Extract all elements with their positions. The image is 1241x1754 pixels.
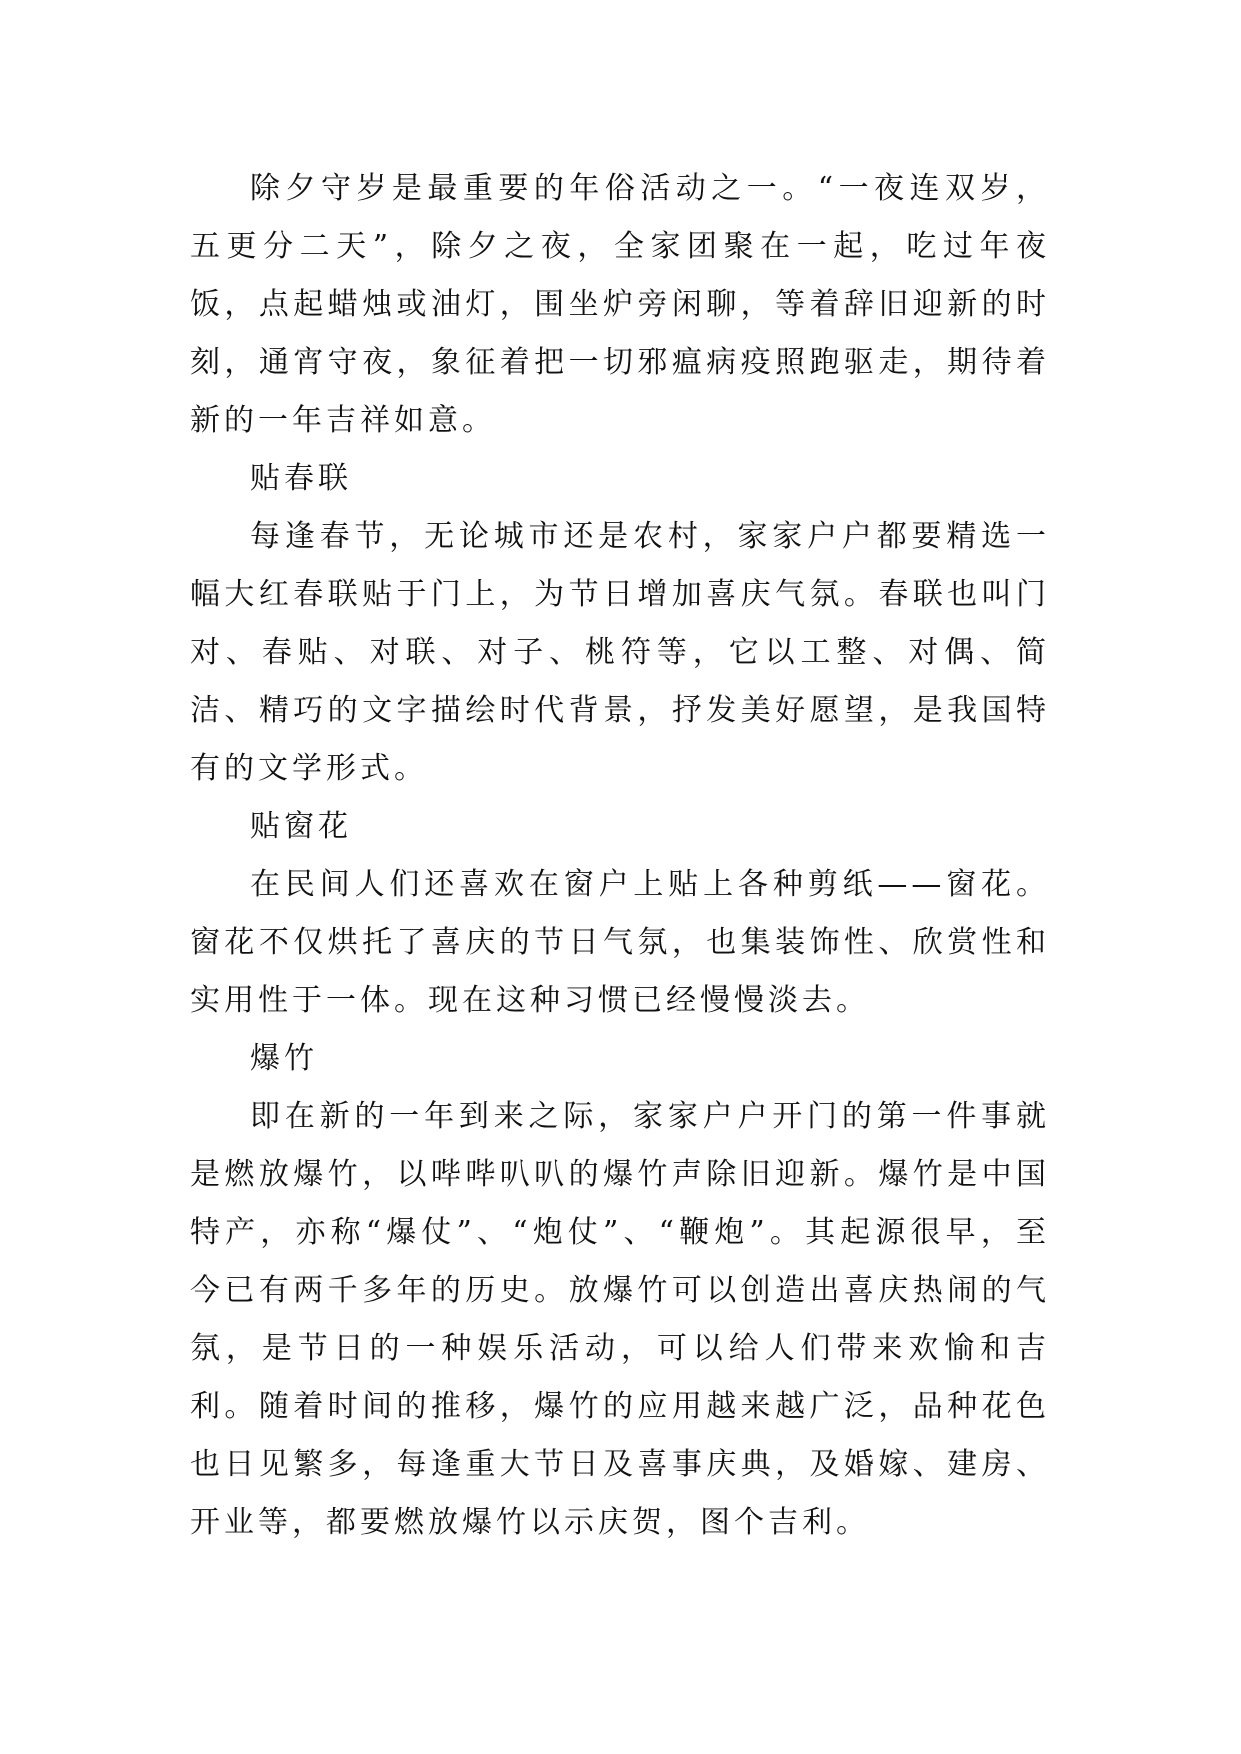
paragraph-baozhu: 即在新的一年到来之际，家家户户开门的第一件事就是燃放爆竹，以哔哔叭叭的爆竹声除旧迎新。爆竹是中国特产，亦称“爆仗”、“炮仗”、“鞭炮”。其起源很早，至今已有两千多年的历史。放爆竹可以创造出喜庆热闹的气氛，是节日的一种娱乐活动，可以给人们带来欢愉和吉利。随着时间的推移，爆竹的应用越来越广泛，品种花色也日见繁多，每逢重大节日及喜事庆典，及婚嫁、建房、开业等，都要燃放爆竹以示庆贺，图个吉利。 [190, 1099, 1050, 1540]
heading-chuanghua: 贴窗花 [250, 809, 352, 844]
paragraph-chunlian: 每逢春节，无论城市还是农村，家家户户都要精选一幅大红春联贴于门上，为节日增加喜庆气氛。春联也叫门对、春贴、对联、对子、桃符等，它以工整、对偶、简洁、精巧的文字描绘时代背景，抒发美好愿望，是我国特有的文学形式。 [190, 519, 1050, 786]
paragraph-shousui: 除夕守岁是最重要的年俗活动之一。“一夜连双岁，五更分二天”，除夕之夜，全家团聚在一起，吃过年夜饭，点起蜡烛或油灯，围坐炉旁闲聊，等着辞旧迎新的时刻，通宵守夜，象征着把一切邪瘟病疫照跑驱走，期待着新的一年吉祥如意。 [190, 171, 1050, 438]
paragraph-chuanghua: 在民间人们还喜欢在窗户上贴上各种剪纸——窗花。窗花不仅烘托了喜庆的节日气氛，也集装饰性、欣赏性和实用性于一体。现在这种习惯已经慢慢淡去。 [190, 867, 1050, 1018]
heading-chunlian: 贴春联 [250, 461, 352, 496]
document-body [190, 160, 1050, 1552]
heading-baozhu: 爆竹 [250, 1041, 318, 1076]
